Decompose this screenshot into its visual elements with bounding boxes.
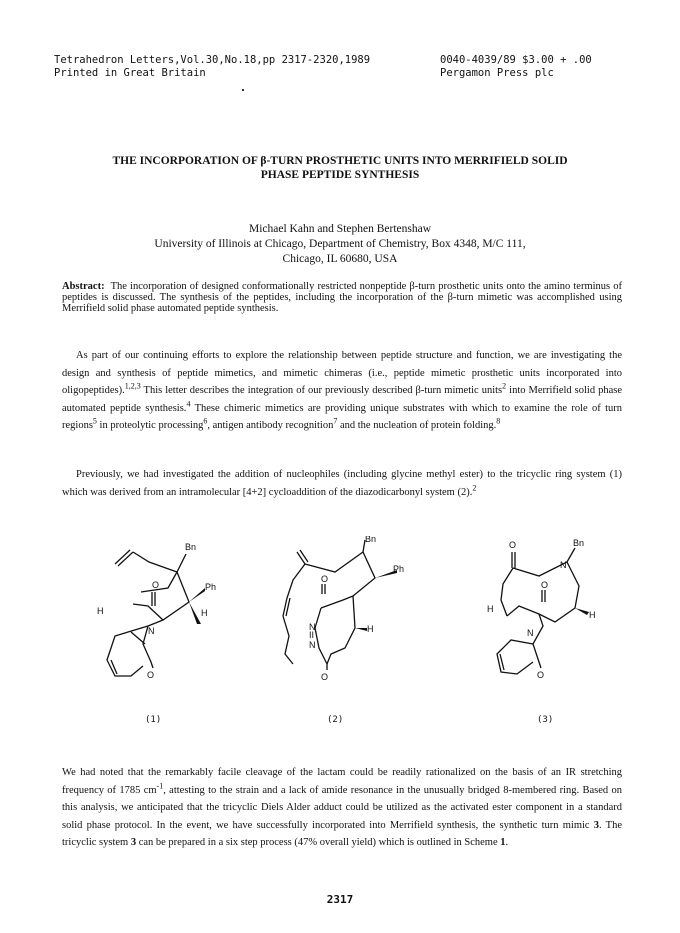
atom-n-label: N — [527, 628, 534, 638]
scheme-ref: 1 — [500, 837, 506, 848]
atom-h-label: H — [201, 608, 208, 618]
p1-text-1: As part of our continuing efforts to explore the relationship between peptide structure and function, we are investigating the design and synthesis of peptide mimetics, and mimetic chimeras (i.e., peptide mimetic prosthetic units incorporated into oligopeptides). — [62, 350, 622, 396]
p1-text-4: These chimeric mimetics are providing unique substrates with which to examine the role of turn regions — [62, 402, 622, 431]
p3-text-2: , attesting to the strain and a lack of amide resonance in the unusually bridged 8-membered ring. Based on this analysis, we anticipated that the tricyclic Diels Alder adduct could be utilized as the activated ester component in a standard solid phase protocol. In the event, we have successfully incorporated into Merrifield synthesis, the synthetic turn mimic — [62, 784, 622, 831]
p1-text-6: , antigen antibody recognition — [207, 420, 334, 431]
compound-ref: 3 — [593, 819, 600, 831]
atom-o-label: O — [321, 672, 329, 682]
title-line-2: PHASE PEPTIDE SYNTHESIS — [260, 169, 420, 181]
atom-n-label: N — [309, 640, 316, 650]
atom-bn-label: Bn — [185, 542, 197, 552]
p2-text-1: Previously, we had investigated the addition of nucleophiles (including glycine methyl ester) to the tricyclic ring system (1) which was derived from an intramolecular [4+2] cycloaddition of the diazodicarbonyl system (2). — [62, 469, 622, 498]
p3-text-4: can be prepared in a six step process (47% overall yield) which is outlined in Scheme — [136, 837, 501, 848]
citation-ref: 5 — [92, 416, 97, 426]
speck-mark — [242, 89, 244, 91]
atom-h-label: H — [589, 610, 596, 620]
structure-label-1: (1) — [145, 715, 162, 725]
atom-o-label: O — [321, 574, 329, 584]
publisher-line: Pergamon Press plc — [440, 67, 554, 79]
citation-ref: 7 — [333, 416, 338, 426]
atom-h-label: H — [367, 624, 374, 634]
atom-ph-label: Ph — [393, 564, 405, 574]
atom-o-label: O — [152, 580, 160, 590]
author-block — [60, 222, 620, 267]
p3-text-1: We had noted that the remarkably facile cleavage of the lactam could be readily rationalized on the basis of an IR stretching frequency of 1785 cm — [62, 767, 622, 796]
author-names: Michael Kahn and Stephen Bertenshaw — [248, 223, 432, 235]
p1-text-3: into Merrifield solid phase automated peptide synthesis. — [62, 385, 623, 414]
citation-line: Tetrahedron Letters,Vol.30,No.18,pp 2317-2320,1989 — [54, 54, 371, 66]
printed-in-line: Printed in Great Britain — [54, 67, 206, 79]
article-title — [60, 154, 620, 182]
atom-n-label: N — [309, 622, 316, 632]
bond-double-label: II — [309, 630, 315, 640]
p3-text-5: . — [505, 837, 509, 848]
issn-price-line: 0040-4039/89 $3.00 + .00 — [440, 54, 592, 66]
atom-bn-label: Bn — [573, 538, 585, 548]
structure-label-3: (3) — [537, 715, 554, 725]
atom-n-label: N — [560, 560, 567, 570]
p1-text-5: in proteolytic processing — [96, 420, 204, 431]
citation-ref: 1,2,3 — [124, 381, 141, 391]
citation-ref: 2 — [472, 483, 477, 492]
structure-label-2: (2) — [327, 715, 344, 725]
unit-superscript: -1 — [156, 781, 164, 790]
citation-ref: 2 — [502, 381, 507, 391]
author-address: Chicago, IL 60680, USA — [282, 253, 398, 265]
abstract — [62, 281, 622, 314]
citation-ref: 4 — [186, 399, 191, 408]
journal-citation-header — [54, 54, 370, 80]
publisher-header — [440, 54, 592, 80]
atom-o-label: O — [147, 670, 155, 680]
atom-bn-label: Bn — [365, 536, 377, 544]
atom-o-label: O — [509, 540, 517, 550]
abstract-text: The incorporation of designed conformationally restricted nonpeptide β-turn prosthetic units onto the amino terminus of peptides is discussed. The synthesis of the peptides, including the incorporation of the β-turn mimetic was accomplished using Merrifield solid phase automated peptide synthesis. — [62, 281, 622, 314]
atom-ph-label: Ph — [205, 582, 217, 592]
p1-text-2: This letter describes the integration of our previously described β-turn mimetic units — [140, 385, 503, 396]
citation-ref: 6 — [203, 416, 208, 426]
atom-h-stereo-label: H — [97, 606, 104, 616]
body-paragraph-3 — [62, 764, 622, 852]
abstract-label: Abstract: — [62, 281, 105, 292]
body-paragraph-2 — [62, 466, 622, 501]
compound-ref: 3 — [130, 837, 137, 848]
p3-text-3: . The tricyclic system — [62, 819, 622, 848]
atom-o-label: O — [541, 580, 549, 590]
page-number: 2317 — [326, 893, 354, 906]
citation-ref: 8 — [496, 416, 501, 426]
atom-h-stereo-label: H — [487, 604, 494, 614]
author-affiliation: University of Illinois at Chicago, Department of Chemistry, Box 4348, M/C 111, — [154, 238, 526, 250]
p1-text-7: and the nucleation of protein folding. — [337, 420, 497, 431]
chemical-structure-1 — [93, 536, 223, 696]
atom-o-label: O — [537, 670, 545, 680]
atom-n-label: N — [148, 626, 155, 636]
body-paragraph-1 — [62, 347, 622, 435]
title-line-1: THE INCORPORATION OF β-TURN PROSTHETIC UNITS INTO MERRIFIELD SOLID — [112, 155, 568, 167]
chemical-structure-3 — [483, 536, 613, 696]
chemical-structure-2 — [265, 536, 405, 696]
